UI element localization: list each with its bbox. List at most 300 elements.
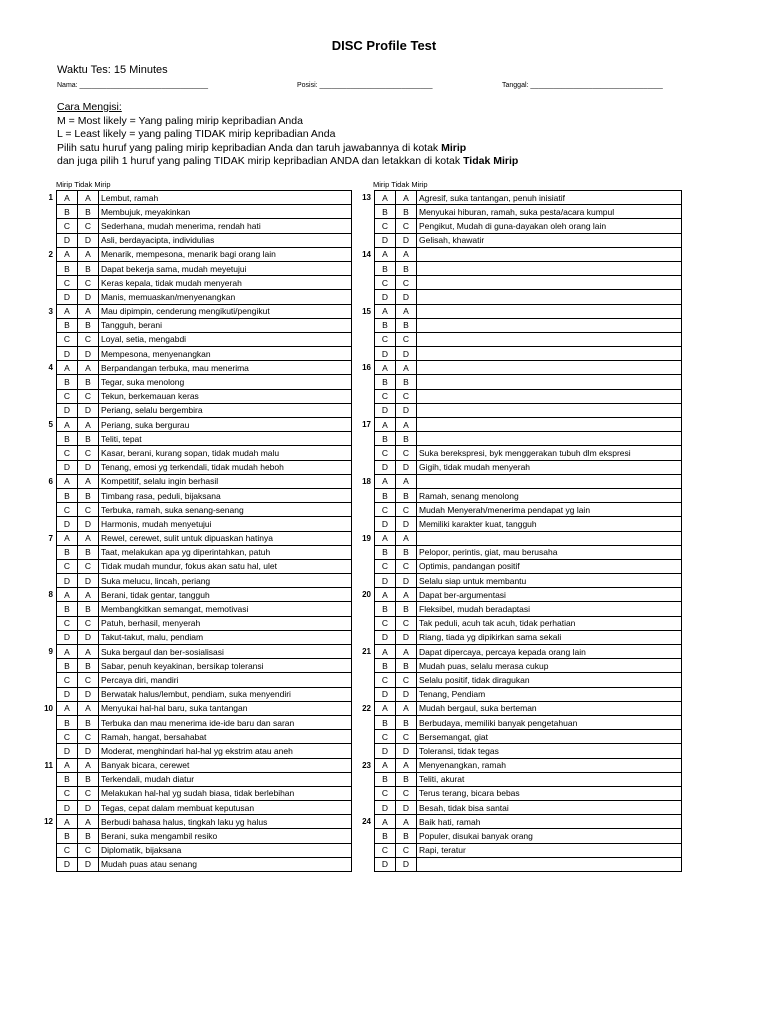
question-number [38, 687, 57, 701]
mirip-cell[interactable]: C [375, 673, 396, 687]
question-number [38, 446, 57, 460]
statement-text: Terbuka, ramah, suka senang-senang [99, 503, 352, 517]
mirip-cell[interactable]: D [375, 290, 396, 304]
mirip-cell[interactable]: A [375, 758, 396, 772]
question-number [38, 772, 57, 786]
tidak-mirip-cell[interactable]: C [396, 559, 417, 573]
statement-text: Ramah, senang menolong [417, 488, 682, 502]
question-number [38, 503, 57, 517]
tidak-mirip-cell[interactable]: A [396, 418, 417, 432]
question-row [356, 645, 682, 659]
mirip-cell[interactable]: D [57, 744, 78, 758]
question-row [356, 205, 682, 219]
mirip-cell[interactable]: A [375, 815, 396, 829]
question-number [356, 673, 375, 687]
tidak-mirip-cell[interactable]: C [78, 616, 99, 630]
statement-text: Bersemangat, giat [417, 730, 682, 744]
tidak-mirip-cell[interactable]: D [396, 857, 417, 871]
question-row [356, 474, 682, 488]
mirip-cell[interactable]: B [57, 659, 78, 673]
mirip-cell[interactable]: C [375, 559, 396, 573]
mirip-cell[interactable]: A [57, 815, 78, 829]
tidak-mirip-cell[interactable]: C [396, 843, 417, 857]
mirip-cell[interactable]: B [57, 432, 78, 446]
tidak-mirip-cell[interactable]: C [396, 786, 417, 800]
tidak-mirip-cell[interactable]: C [78, 673, 99, 687]
statement-text: Tidak mudah mundur, fokus akan satu hal, ulet [99, 559, 352, 573]
mirip-cell[interactable]: B [375, 602, 396, 616]
mirip-cell[interactable]: D [57, 517, 78, 531]
mirip-cell[interactable]: C [57, 332, 78, 346]
mirip-cell[interactable]: D [375, 630, 396, 644]
mirip-cell[interactable]: A [57, 531, 78, 545]
mirip-cell[interactable]: C [57, 786, 78, 800]
tidak-mirip-cell[interactable]: D [78, 630, 99, 644]
instructions [57, 101, 518, 169]
tidak-mirip-cell[interactable]: C [396, 730, 417, 744]
question-row [38, 701, 352, 715]
question-number [356, 460, 375, 474]
question-row [356, 347, 682, 361]
question-row [356, 715, 682, 729]
question-number [38, 545, 57, 559]
tidak-mirip-cell[interactable]: A [396, 474, 417, 488]
tidak-mirip-cell[interactable]: C [396, 673, 417, 687]
mirip-cell[interactable]: B [375, 715, 396, 729]
mirip-cell[interactable]: C [375, 843, 396, 857]
tidak-mirip-cell[interactable]: A [78, 758, 99, 772]
tidak-mirip-cell[interactable]: A [78, 645, 99, 659]
question-row [356, 843, 682, 857]
question-number [356, 616, 375, 630]
tidak-mirip-cell[interactable]: A [78, 701, 99, 715]
tidak-mirip-cell[interactable]: B [78, 602, 99, 616]
tidak-mirip-cell[interactable]: B [78, 772, 99, 786]
question-number [356, 744, 375, 758]
question-row [38, 191, 352, 205]
question-number [38, 290, 57, 304]
mirip-cell[interactable]: C [375, 786, 396, 800]
question-row [356, 219, 682, 233]
question-number: 9 [48, 647, 53, 657]
question-row [38, 786, 352, 800]
question-row [38, 531, 352, 545]
question-number [38, 460, 57, 474]
question-number: 7 [48, 533, 53, 543]
tidak-mirip-cell[interactable]: D [396, 517, 417, 531]
mirip-cell[interactable]: B [57, 375, 78, 389]
mirip-cell[interactable]: D [57, 857, 78, 871]
tidak-mirip-cell[interactable]: B [396, 205, 417, 219]
mirip-cell[interactable]: C [375, 219, 396, 233]
question-row [38, 673, 352, 687]
mirip-cell[interactable]: D [57, 687, 78, 701]
mirip-cell[interactable]: A [375, 361, 396, 375]
question-number [356, 829, 375, 843]
tidak-mirip-cell[interactable]: B [78, 432, 99, 446]
tidak-mirip-cell[interactable]: B [396, 659, 417, 673]
question-number [38, 233, 57, 247]
mirip-cell[interactable]: B [57, 205, 78, 219]
statement-text: Mudah Menyerah/menerima pendapat yg lain [417, 503, 682, 517]
tidak-mirip-cell[interactable]: C [78, 786, 99, 800]
mirip-cell[interactable]: B [57, 829, 78, 843]
question-number [356, 290, 375, 304]
tidak-mirip-cell[interactable]: B [396, 318, 417, 332]
question-row [38, 574, 352, 588]
mirip-cell[interactable]: C [57, 673, 78, 687]
question-row [356, 446, 682, 460]
question-number [356, 801, 375, 815]
tidak-mirip-cell[interactable]: A [78, 588, 99, 602]
tidak-mirip-cell[interactable]: B [396, 772, 417, 786]
tidak-mirip-cell[interactable]: A [78, 531, 99, 545]
tidak-mirip-cell[interactable]: B [396, 829, 417, 843]
mirip-cell[interactable]: A [375, 191, 396, 205]
tidak-mirip-cell[interactable]: D [78, 801, 99, 815]
statement-text: Tak peduli, acuh tak acuh, tidak perhatian [417, 616, 682, 630]
mirip-cell[interactable]: A [375, 247, 396, 261]
left-question-table [38, 190, 352, 872]
statement-text: Membangkitkan semangat, memotivasi [99, 602, 352, 616]
mirip-cell[interactable]: D [375, 347, 396, 361]
mirip-cell[interactable]: A [57, 361, 78, 375]
tidak-mirip-cell[interactable]: B [78, 829, 99, 843]
question-row [356, 772, 682, 786]
tidak-mirip-cell[interactable]: B [78, 205, 99, 219]
mirip-cell[interactable]: B [57, 602, 78, 616]
mirip-cell[interactable]: A [375, 531, 396, 545]
mirip-cell[interactable]: A [57, 758, 78, 772]
mirip-cell[interactable]: B [57, 772, 78, 786]
tidak-mirip-cell[interactable]: D [396, 574, 417, 588]
question-row [38, 602, 352, 616]
tidak-mirip-cell[interactable]: D [78, 403, 99, 417]
statement-text: Pelopor, perintis, giat, mau berusaha [417, 545, 682, 559]
mirip-cell[interactable]: A [57, 474, 78, 488]
mirip-cell[interactable]: C [375, 616, 396, 630]
question-number: 23 [362, 760, 371, 770]
tidak-mirip-cell[interactable]: C [396, 332, 417, 346]
tidak-mirip-cell[interactable]: A [78, 815, 99, 829]
statement-text: Lembut, ramah [99, 191, 352, 205]
mirip-cell[interactable]: B [375, 205, 396, 219]
tidak-mirip-cell[interactable]: C [78, 389, 99, 403]
question-row [38, 645, 352, 659]
statement-text: Dapat ber-argumentasi [417, 588, 682, 602]
instruction-choose-mirip: Pilih satu huruf yang paling mirip kepribadian Anda dan taruh jawabannya di kotak Mirip [57, 141, 467, 154]
tidak-mirip-cell[interactable]: D [396, 801, 417, 815]
tidak-mirip-cell[interactable]: A [396, 815, 417, 829]
mirip-cell[interactable]: C [57, 730, 78, 744]
tidak-mirip-cell[interactable]: A [78, 361, 99, 375]
tidak-mirip-cell[interactable]: B [396, 488, 417, 502]
tidak-mirip-cell[interactable]: B [396, 715, 417, 729]
mirip-cell[interactable]: A [375, 588, 396, 602]
tidak-mirip-cell[interactable]: C [78, 446, 99, 460]
question-number [356, 219, 375, 233]
tidak-mirip-cell[interactable]: C [78, 219, 99, 233]
question-number: 3 [48, 306, 53, 316]
mirip-cell[interactable]: A [57, 304, 78, 318]
tidak-mirip-cell[interactable]: C [396, 446, 417, 460]
question-number: 1 [48, 193, 53, 203]
statement-text: Berani, tidak gentar, tangguh [99, 588, 352, 602]
mirip-cell[interactable]: C [57, 389, 78, 403]
mirip-cell[interactable]: D [57, 290, 78, 304]
tidak-mirip-cell[interactable]: B [78, 545, 99, 559]
statement-text: Mau dipimpin, cenderung mengikuti/pengikut [99, 304, 352, 318]
tidak-mirip-cell[interactable]: C [78, 730, 99, 744]
mirip-cell[interactable]: D [375, 687, 396, 701]
tidak-mirip-cell[interactable]: C [396, 276, 417, 290]
mirip-cell[interactable]: B [375, 375, 396, 389]
statement-text: Mudah bergaul, suka berteman [417, 701, 682, 715]
question-row [356, 488, 682, 502]
mirip-cell[interactable]: D [375, 403, 396, 417]
tidak-mirip-cell[interactable]: C [396, 389, 417, 403]
mirip-cell[interactable]: A [57, 247, 78, 261]
mirip-cell[interactable]: D [57, 630, 78, 644]
question-number [356, 772, 375, 786]
tidak-mirip-cell[interactable]: D [78, 857, 99, 871]
page-title: DISC Profile Test [331, 38, 437, 53]
question-row [38, 332, 352, 346]
statement-text: Suka melucu, lincah, periang [99, 574, 352, 588]
tidak-mirip-cell[interactable]: B [78, 715, 99, 729]
question-number: 18 [362, 476, 371, 486]
mirip-cell[interactable]: B [375, 432, 396, 446]
mirip-cell[interactable]: D [375, 517, 396, 531]
tidak-mirip-cell[interactable]: A [396, 191, 417, 205]
mirip-cell[interactable]: C [57, 219, 78, 233]
tidak-mirip-cell[interactable]: D [78, 233, 99, 247]
tidak-mirip-cell[interactable]: D [396, 744, 417, 758]
tidak-mirip-cell[interactable]: D [78, 574, 99, 588]
statement-text: Pengikut, Mudah di guna-dayakan oleh orang lain [417, 219, 682, 233]
tidak-mirip-cell[interactable]: B [396, 432, 417, 446]
question-row [38, 389, 352, 403]
mirip-cell[interactable]: B [375, 318, 396, 332]
tidak-mirip-cell[interactable]: A [396, 304, 417, 318]
tidak-mirip-cell[interactable]: C [78, 332, 99, 346]
statement-text: Menyukai hal-hal baru, suka tantangan [99, 701, 352, 715]
position-field[interactable]: Posisi: _____________________________ [297, 82, 433, 89]
tidak-mirip-cell[interactable]: C [78, 843, 99, 857]
question-row [38, 432, 352, 446]
mirip-cell[interactable]: D [57, 347, 78, 361]
mirip-cell[interactable]: C [57, 446, 78, 460]
statement-text: Berbudaya, memiliki banyak pengetahuan [417, 715, 682, 729]
question-number [356, 659, 375, 673]
tidak-mirip-cell[interactable]: A [396, 588, 417, 602]
tidak-mirip-cell[interactable]: A [78, 474, 99, 488]
mirip-cell[interactable]: A [57, 588, 78, 602]
mirip-cell[interactable]: A [57, 191, 78, 205]
mirip-cell[interactable]: C [57, 503, 78, 517]
name-field[interactable]: Nama: _________________________________ [57, 82, 209, 89]
mirip-cell[interactable]: D [57, 801, 78, 815]
statement-text: Memiliki karakter kuat, tangguh [417, 517, 682, 531]
tidak-mirip-cell[interactable]: B [396, 375, 417, 389]
question-number [356, 545, 375, 559]
right-question-table [356, 190, 682, 872]
tidak-mirip-cell[interactable]: A [396, 645, 417, 659]
tidak-mirip-cell[interactable]: C [396, 616, 417, 630]
mirip-cell[interactable]: D [57, 574, 78, 588]
mirip-cell[interactable]: B [57, 261, 78, 275]
tidak-mirip-cell[interactable]: B [78, 488, 99, 502]
question-number [38, 630, 57, 644]
mirip-cell[interactable]: D [375, 460, 396, 474]
mirip-cell[interactable]: C [57, 843, 78, 857]
tidak-mirip-cell[interactable]: B [396, 261, 417, 275]
statement-text: Rapi, teratur [417, 843, 682, 857]
tidak-mirip-cell[interactable]: D [396, 403, 417, 417]
tidak-mirip-cell[interactable]: C [78, 559, 99, 573]
mirip-cell[interactable]: D [375, 574, 396, 588]
question-number: 11 [44, 760, 53, 770]
tidak-mirip-cell[interactable]: D [396, 347, 417, 361]
tidak-mirip-cell[interactable]: D [78, 517, 99, 531]
mirip-cell[interactable]: A [57, 645, 78, 659]
tidak-mirip-cell[interactable]: A [396, 758, 417, 772]
mirip-cell[interactable]: C [57, 559, 78, 573]
mirip-cell[interactable]: B [57, 715, 78, 729]
mirip-cell[interactable]: B [57, 545, 78, 559]
mirip-cell[interactable]: B [375, 829, 396, 843]
tidak-mirip-cell[interactable]: D [396, 687, 417, 701]
mirip-cell[interactable]: C [375, 503, 396, 517]
mirip-cell[interactable]: D [375, 233, 396, 247]
statement-text: Gelisah, khawatir [417, 233, 682, 247]
mirip-cell[interactable]: A [375, 701, 396, 715]
tidak-mirip-cell[interactable]: B [78, 318, 99, 332]
tidak-mirip-cell[interactable]: C [78, 276, 99, 290]
mirip-cell[interactable]: C [375, 730, 396, 744]
tidak-mirip-cell[interactable]: B [396, 545, 417, 559]
mirip-cell[interactable]: D [375, 801, 396, 815]
question-row [356, 630, 682, 644]
tidak-mirip-cell[interactable]: A [78, 418, 99, 432]
question-number [38, 432, 57, 446]
question-number [356, 630, 375, 644]
statement-text: Ramah, hangat, bersahabat [99, 730, 352, 744]
statement-text: Melakukan hal-hal yg sudah biasa, tidak berlebihan [99, 786, 352, 800]
tidak-mirip-cell[interactable]: D [78, 347, 99, 361]
question-row [38, 616, 352, 630]
question-number [38, 276, 57, 290]
tidak-mirip-cell[interactable]: D [78, 687, 99, 701]
mirip-cell[interactable]: A [375, 645, 396, 659]
question-number: 8 [48, 590, 53, 600]
statement-text: Besah, tidak bisa santai [417, 801, 682, 815]
tidak-mirip-cell[interactable]: A [78, 304, 99, 318]
mirip-cell[interactable]: B [375, 261, 396, 275]
mirip-cell[interactable]: A [375, 304, 396, 318]
mirip-cell[interactable]: D [57, 460, 78, 474]
tidak-mirip-cell[interactable]: D [78, 460, 99, 474]
statement-text: Tangguh, berani [99, 318, 352, 332]
mirip-cell[interactable]: D [375, 857, 396, 871]
mirip-cell[interactable]: D [375, 744, 396, 758]
mirip-cell[interactable]: B [375, 488, 396, 502]
question-number: 2 [48, 249, 53, 259]
question-number [356, 233, 375, 247]
mirip-cell[interactable]: B [57, 488, 78, 502]
statement-text: Periang, suka bergurau [99, 418, 352, 432]
mirip-cell[interactable]: C [57, 616, 78, 630]
tidak-mirip-cell[interactable]: A [396, 701, 417, 715]
statement-text: Tegar, suka menolong [99, 375, 352, 389]
question-number: 19 [362, 533, 371, 543]
mirip-cell[interactable]: A [375, 418, 396, 432]
mirip-cell[interactable]: B [375, 545, 396, 559]
statement-text: Optimis, pandangan positif [417, 559, 682, 573]
tidak-mirip-cell[interactable]: D [396, 630, 417, 644]
mirip-cell[interactable]: A [375, 474, 396, 488]
question-row [38, 545, 352, 559]
tidak-mirip-cell[interactable]: A [396, 531, 417, 545]
tidak-mirip-cell[interactable]: D [396, 233, 417, 247]
question-row [356, 857, 682, 871]
tidak-mirip-cell[interactable]: D [78, 290, 99, 304]
tidak-mirip-cell[interactable]: D [78, 744, 99, 758]
tidak-mirip-cell[interactable]: C [78, 503, 99, 517]
question-number: 22 [362, 703, 371, 713]
mirip-cell[interactable]: D [57, 233, 78, 247]
mirip-cell[interactable]: C [375, 389, 396, 403]
mirip-cell[interactable]: D [57, 403, 78, 417]
mirip-cell[interactable]: B [375, 772, 396, 786]
statement-text: Tekun, berkemauan keras [99, 389, 352, 403]
tidak-mirip-cell[interactable]: B [78, 659, 99, 673]
tidak-mirip-cell[interactable]: C [396, 219, 417, 233]
mirip-cell[interactable]: C [57, 276, 78, 290]
tidak-mirip-cell[interactable]: D [396, 290, 417, 304]
question-number [356, 843, 375, 857]
mirip-cell[interactable]: C [375, 446, 396, 460]
tidak-mirip-cell[interactable]: A [396, 361, 417, 375]
tidak-mirip-cell[interactable]: B [78, 375, 99, 389]
question-number: 12 [44, 817, 53, 827]
statement-text: Diplomatik, bijaksana [99, 843, 352, 857]
question-row [356, 460, 682, 474]
tidak-mirip-cell[interactable]: D [396, 460, 417, 474]
mirip-cell[interactable]: A [57, 418, 78, 432]
tidak-mirip-cell[interactable]: C [396, 503, 417, 517]
question-number [356, 559, 375, 573]
tidak-mirip-cell[interactable]: A [78, 191, 99, 205]
mirip-cell[interactable]: A [57, 701, 78, 715]
date-field[interactable]: Tanggal: __________________________________ [502, 82, 663, 89]
statement-text: Gigih, tidak mudah menyerah [417, 460, 682, 474]
question-row [38, 460, 352, 474]
question-row [38, 205, 352, 219]
question-row [38, 801, 352, 815]
mirip-cell[interactable]: C [375, 332, 396, 346]
tidak-mirip-cell[interactable]: B [78, 261, 99, 275]
mirip-cell[interactable]: C [375, 276, 396, 290]
tidak-mirip-cell[interactable]: A [396, 247, 417, 261]
question-row [38, 815, 352, 829]
tidak-mirip-cell[interactable]: B [396, 602, 417, 616]
question-row [356, 517, 682, 531]
mirip-cell[interactable]: B [57, 318, 78, 332]
question-row [356, 730, 682, 744]
tidak-mirip-cell[interactable]: A [78, 247, 99, 261]
mirip-cell[interactable]: B [375, 659, 396, 673]
